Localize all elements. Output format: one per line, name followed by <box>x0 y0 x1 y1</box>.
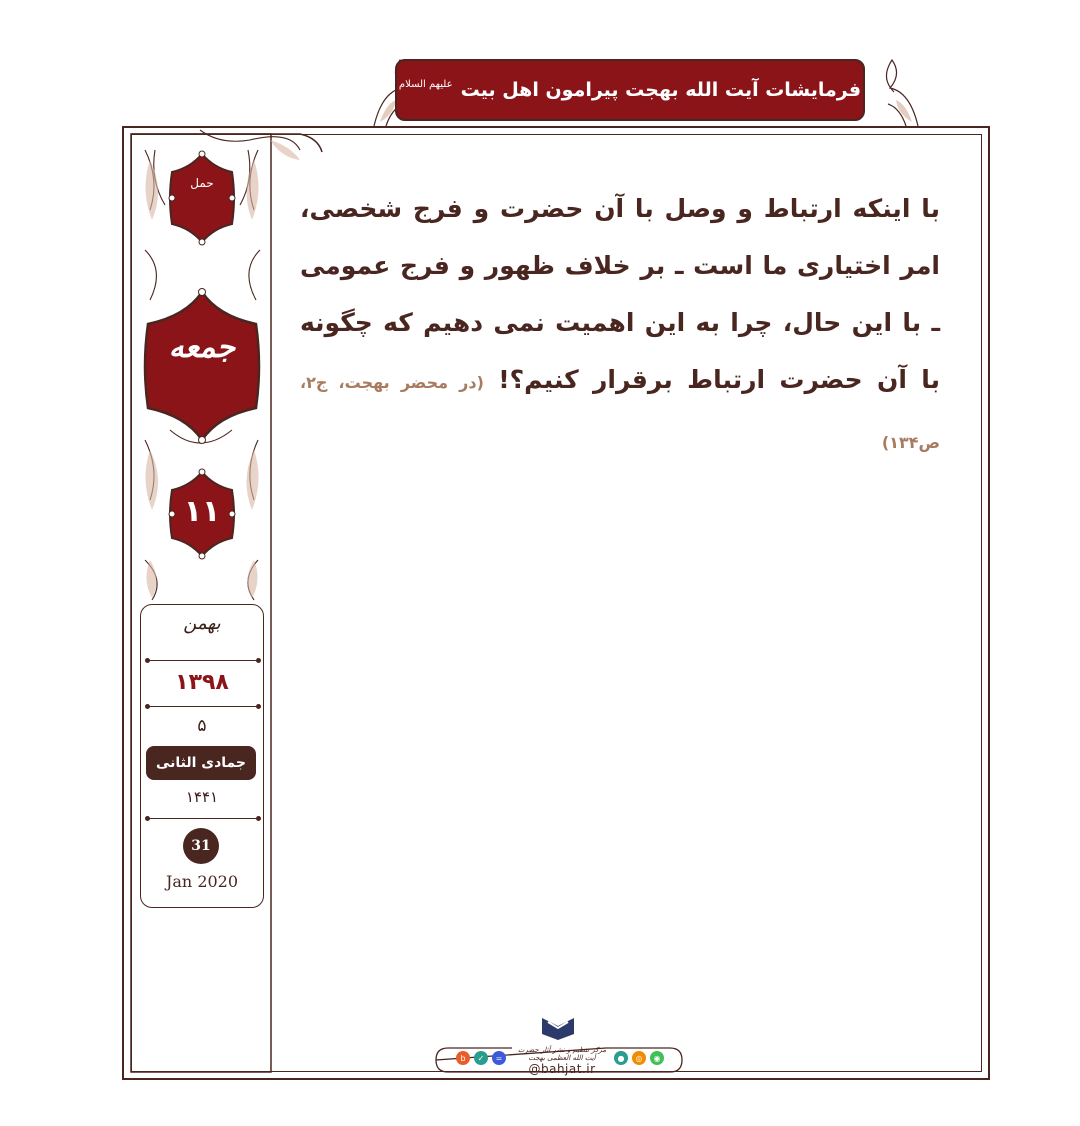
lunar-month-badge <box>146 746 256 780</box>
quote-text: با اینکه ارتباط و وصل با آن حضرت و فرج شخصی، امر اختیاری ما است ـ بر خلاف ظهور و فرج عمومی ـ با این حال، چرا به این اهمیت نمی دهیم که چگونه با آن حضرت ارتباط برقرار کنیم؟! <box>300 194 940 394</box>
bale-icon[interactable]: b <box>456 1051 470 1065</box>
solar-day-label: ۱۱ <box>183 494 221 529</box>
rubika-icon[interactable]: ◎ <box>632 1051 646 1065</box>
logo-icon <box>538 1012 578 1042</box>
igap-icon[interactable]: ◉ <box>650 1051 664 1065</box>
lunar-year-label: ۱۴۴۱ <box>185 788 219 806</box>
lunar-day-label: ۵ <box>197 716 207 736</box>
weekday-medallion <box>138 286 266 446</box>
quote-block <box>300 180 940 471</box>
gregorian-month-label: Jan 2020 <box>165 872 239 891</box>
zodiac-medallion <box>166 150 238 246</box>
gregorian-day-badge <box>183 828 219 864</box>
page-title: فرمایشات آیت الله بهجت پیرامون اهل بیت <box>460 79 862 101</box>
lunar-month-label: جمادی الثانی <box>155 755 247 771</box>
soroush-icon[interactable]: = <box>492 1051 506 1065</box>
weekday-label: جمعه <box>168 330 236 365</box>
solar-year-label: ۱۳۹۸ <box>175 670 229 695</box>
quote-source: (در محضر بهجت، ج۲، ص۱۳۴) <box>300 373 940 452</box>
solar-month-label: بهمن <box>183 613 221 634</box>
zodiac-label: حمل <box>190 176 214 190</box>
gregorian-day-label: 31 <box>191 838 211 854</box>
honorific-text: علیهم السلام <box>398 78 453 90</box>
divider <box>148 660 258 661</box>
social-handle[interactable]: @bahjat.ir <box>528 1062 596 1076</box>
gap-icon[interactable]: ● <box>614 1051 628 1065</box>
divider <box>148 818 258 819</box>
eitaa-icon[interactable]: ✓ <box>474 1051 488 1065</box>
org-signature: مرکز تنظیم و نشر آثار حضرت آیت الله العظمی بهجت <box>517 1046 607 1062</box>
divider <box>148 706 258 707</box>
